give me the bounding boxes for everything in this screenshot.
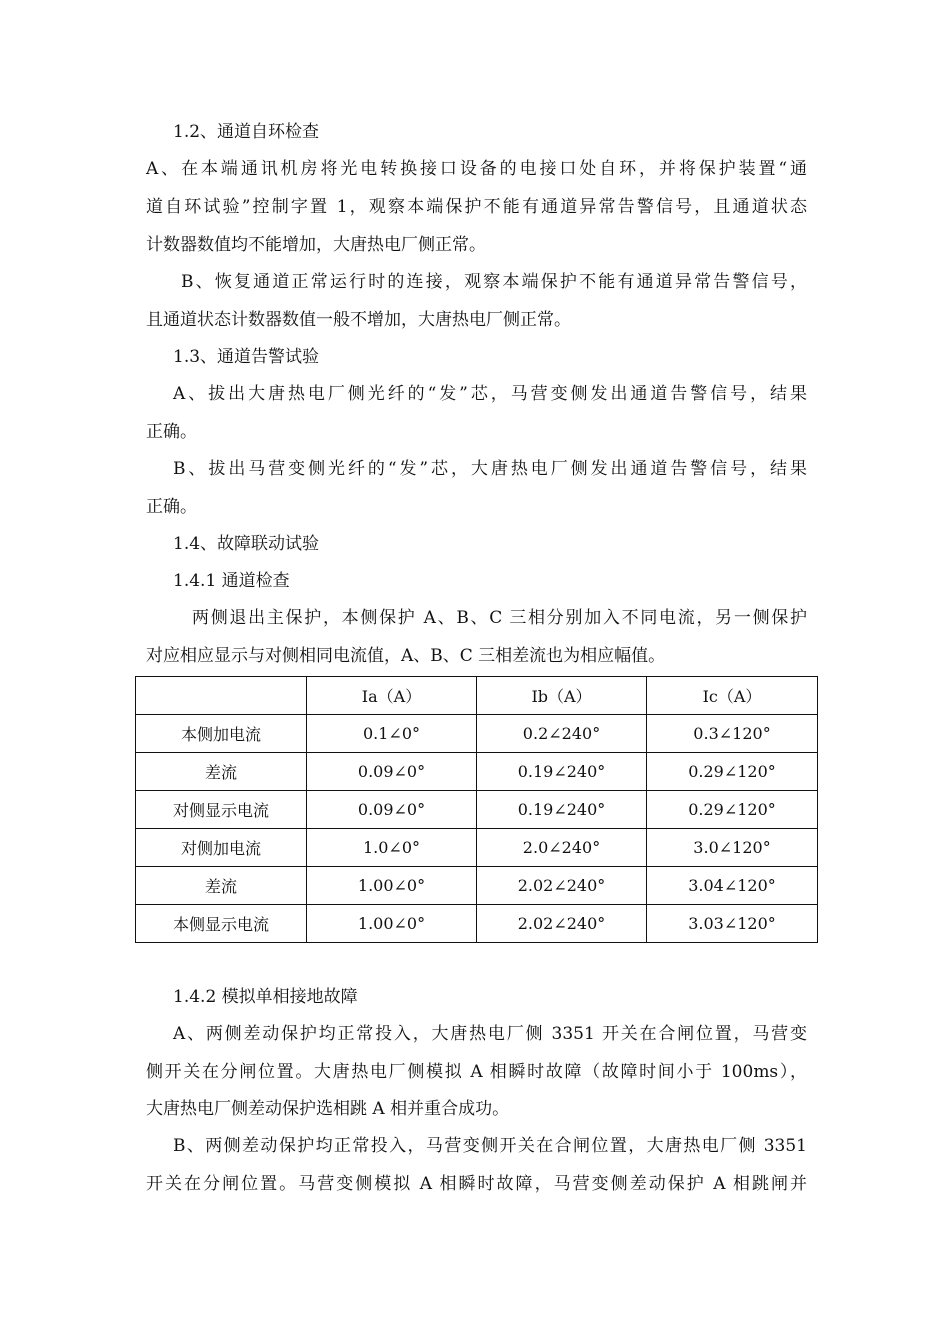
table-cell: 0.3∠120° <box>647 715 818 753</box>
paragraph-1-3-a-line-1: A、拔出大唐热电厂侧光纤的“发”芯，马营变侧发出通道告警信号，结果 <box>173 384 807 404</box>
paragraph-1-4-2-b-line-2: 开关在分闸位置。马营变侧模拟 A 相瞬时故障，马营变侧差动保护 A 相跳闸并 <box>146 1174 807 1194</box>
table-row <box>136 867 818 905</box>
table-header-cell: Ib（A） <box>477 677 647 715</box>
paragraph-1-4-1-line-2: 对应相应显示与对侧相同电流值，A、B、C 三相差流也为相应幅值。 <box>146 646 666 666</box>
table-cell: 0.29∠120° <box>647 791 818 829</box>
paragraph-1-4-2-a-line-2: 侧开关在分闸位置。大唐热电厂侧模拟 A 相瞬时故障（故障时间小于 100ms）， <box>146 1062 807 1082</box>
paragraph-1-2-a-line-3: 计数器数值均不能增加，大唐热电厂侧正常。 <box>146 235 486 255</box>
table-cell: 3.03∠120° <box>647 905 818 943</box>
table-row-label: 对侧加电流 <box>136 829 307 867</box>
paragraph-1-2-b-line-1: B、恢复通道正常运行时的连接，观察本端保护不能有通道异常告警信号， <box>181 272 807 292</box>
table-row <box>136 753 818 791</box>
table-cell: 1.0∠0° <box>307 829 477 867</box>
section-1-4-2-heading: 1.4.2 模拟单相接地故障 <box>173 987 358 1007</box>
table-row <box>136 905 818 943</box>
table-row-label: 差流 <box>136 867 307 905</box>
table-header-cell <box>136 677 307 715</box>
paragraph-1-2-a-line-1: A、在本端通讯机房将光电转换接口设备的电接口处自环，并将保护装置“通 <box>146 159 807 179</box>
table-cell: 1.00∠0° <box>307 905 477 943</box>
paragraph-1-2-b-line-2: 且通道状态计数器数值一般不增加，大唐热电厂侧正常。 <box>146 310 571 330</box>
table-row-label: 本侧加电流 <box>136 715 307 753</box>
table-row-label: 本侧显示电流 <box>136 905 307 943</box>
table-cell: 0.19∠240° <box>477 791 647 829</box>
table-cell: 0.09∠0° <box>307 753 477 791</box>
table-cell: 2.02∠240° <box>477 905 647 943</box>
table-header-cell: Ic（A） <box>647 677 818 715</box>
table-cell: 0.2∠240° <box>477 715 647 753</box>
section-1-4-1-heading: 1.4.1 通道检查 <box>173 571 290 591</box>
paragraph-1-4-2-b-line-1: B、两侧差动保护均正常投入，马营变侧开关在合闸位置，大唐热电厂侧 3351 <box>173 1136 807 1156</box>
table-cell: 2.02∠240° <box>477 867 647 905</box>
section-1-3-heading: 1.3、通道告警试验 <box>173 347 320 367</box>
table-cell: 0.29∠120° <box>647 753 818 791</box>
table-header-cell: Ia（A） <box>307 677 477 715</box>
table-row <box>136 829 818 867</box>
table-cell: 2.0∠240° <box>477 829 647 867</box>
table-cell: 1.00∠0° <box>307 867 477 905</box>
table-row <box>136 791 818 829</box>
section-1-4-heading: 1.4、故障联动试验 <box>173 534 320 554</box>
table-cell: 3.04∠120° <box>647 867 818 905</box>
paragraph-1-3-b-line-2: 正确。 <box>146 497 197 517</box>
table-row <box>136 715 818 753</box>
table-cell: 3.0∠120° <box>647 829 818 867</box>
section-1-2-heading: 1.2、通道自环检查 <box>173 122 320 142</box>
table-cell: 0.19∠240° <box>477 753 647 791</box>
table-row-label: 差流 <box>136 753 307 791</box>
paragraph-1-4-2-a-line-3: 大唐热电厂侧差动保护选相跳 A 相并重合成功。 <box>146 1099 510 1119</box>
table-row-label: 对侧显示电流 <box>136 791 307 829</box>
paragraph-1-4-2-a-line-1: A、两侧差动保护均正常投入，大唐热电厂侧 3351 开关在合闸位置，马营变 <box>173 1024 807 1044</box>
paragraph-1-3-a-line-2: 正确。 <box>146 422 197 442</box>
current-values-table <box>135 676 818 943</box>
table-header-row <box>136 677 818 715</box>
table-cell: 0.1∠0° <box>307 715 477 753</box>
paragraph-1-3-b-line-1: B、拔出马营变侧光纤的“发”芯，大唐热电厂侧发出通道告警信号，结果 <box>173 459 807 479</box>
paragraph-1-4-1-line-1: 两侧退出主保护，本侧保护 A、B、C 三相分别加入不同电流，另一侧保护 <box>192 608 807 628</box>
table-cell: 0.09∠0° <box>307 791 477 829</box>
paragraph-1-2-a-line-2: 道自环试验”控制字置 1，观察本端保护不能有通道异常告警信号，且通道状态 <box>146 197 807 217</box>
